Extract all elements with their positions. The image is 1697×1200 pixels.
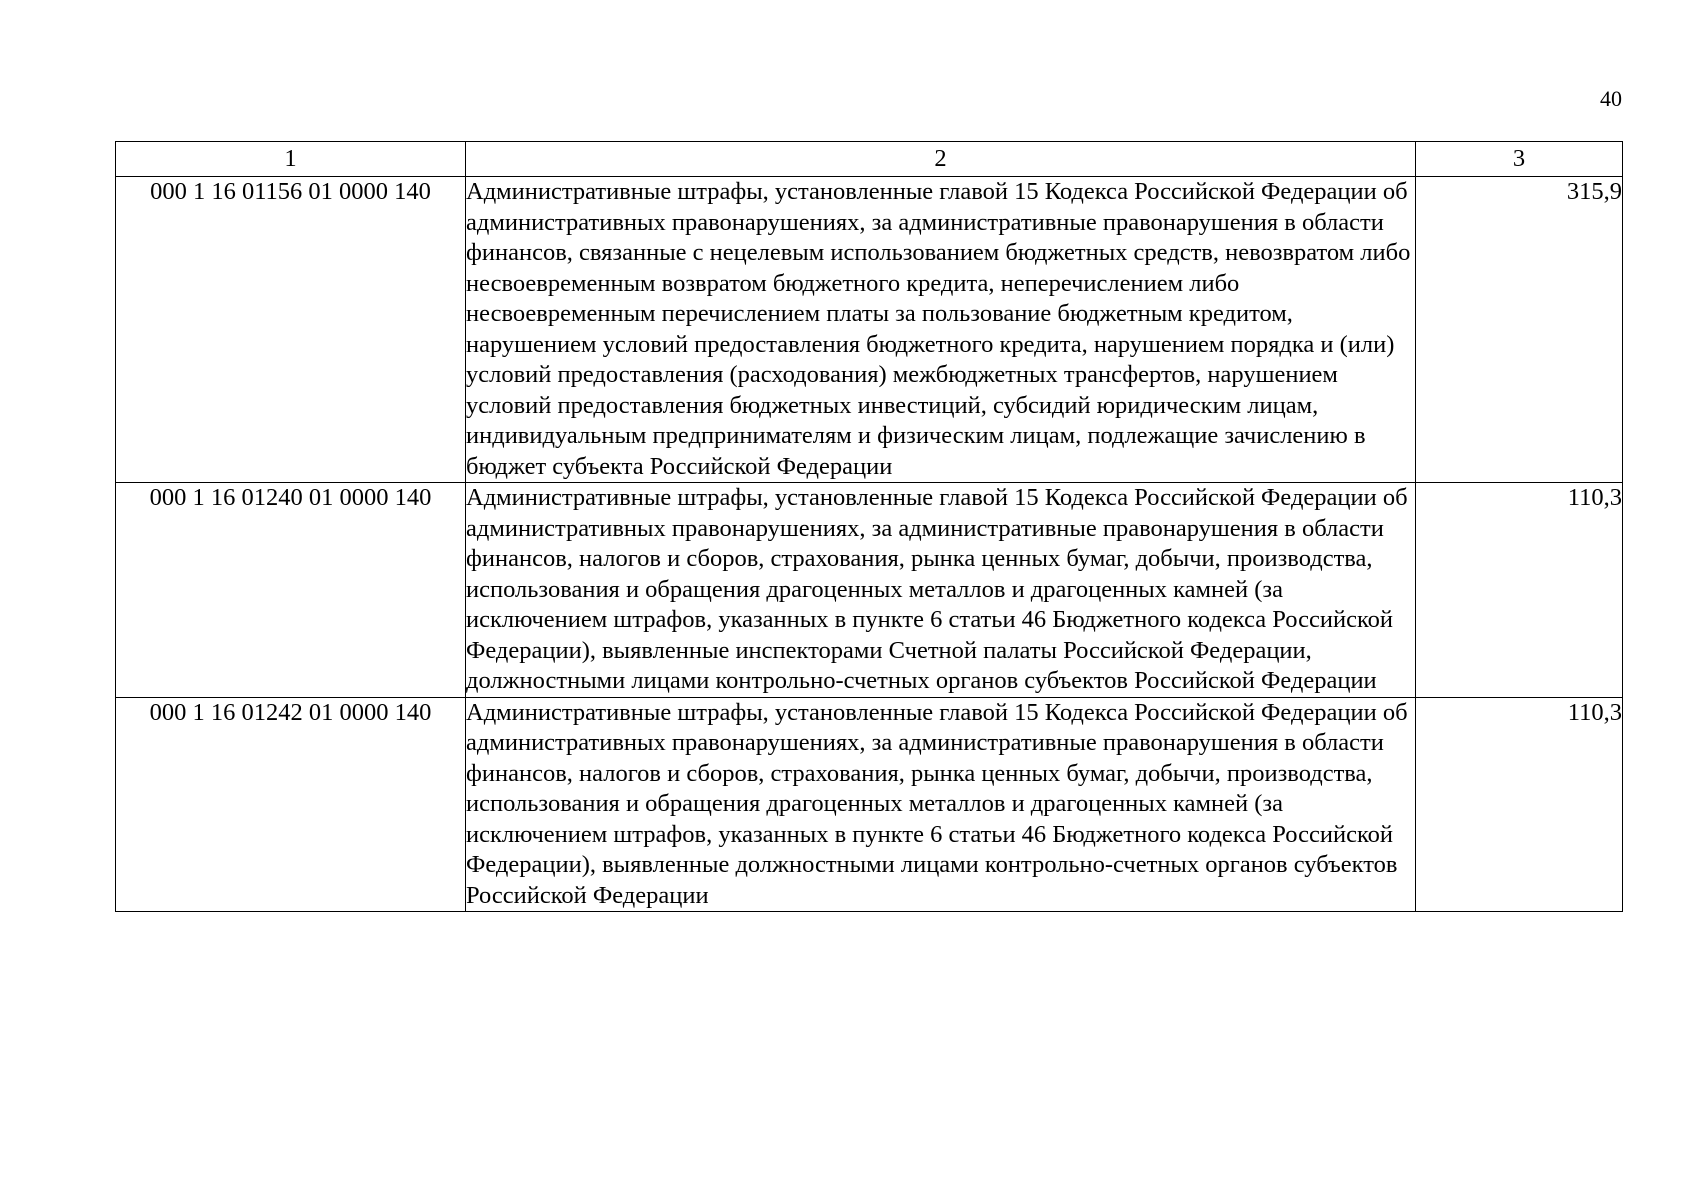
budget-code-cell: 000 1 16 01156 01 0000 140: [116, 177, 466, 483]
amount-cell: 110,3: [1416, 697, 1623, 912]
table-row: [116, 483, 1623, 698]
table-header: [116, 142, 1623, 177]
column-header-3: 3: [1416, 142, 1623, 177]
amount-cell: 110,3: [1416, 483, 1623, 698]
description-cell: Административные штрафы, установленные главой 15 Кодекса Российской Федерации об административных правонарушениях, за административные правонарушения в области финансов, связанные с нецелевым использованием бюджетных средств, невозвратом либо несвоевременным возвратом бюджетного кредита, неперечислением либо несвоевременным перечислением платы за пользование бюджетным кредитом, нарушением условий предоставления бюджетного кредита, нарушением порядка и (или) условий предоставления (расходования) межбюджетных трансфертов, нарушением условий предоставления бюджетных инвестиций, субсидий юридическим лицам, индивидуальным предпринимателям и физическим лицам, подлежащие зачислению в бюджет субъекта Российской Федерации: [466, 177, 1416, 483]
description-cell: Административные штрафы, установленные главой 15 Кодекса Российской Федерации об административных правонарушениях, за административные правонарушения в области финансов, налогов и сборов, страхования, рынка ценных бумаг, добычи, производства, использования и обращения драгоценных металлов и драгоценных камней (за исключением штрафов, указанных в пункте 6 статьи 46 Бюджетного кодекса Российской Федерации), выявленные инспекторами Счетной палаты Российской Федерации, должностными лицами контрольно-счетных органов субъектов Российской Федерации: [466, 483, 1416, 698]
budget-revenue-table: [115, 141, 1623, 912]
table-header-row: [116, 142, 1623, 177]
table-row: [116, 177, 1623, 483]
page-number: 40: [1600, 86, 1622, 111]
budget-code-cell: 000 1 16 01240 01 0000 140: [116, 483, 466, 698]
table-body: [116, 177, 1623, 912]
column-header-1: 1: [116, 142, 466, 177]
table-row: [116, 697, 1623, 912]
description-cell: Административные штрафы, установленные главой 15 Кодекса Российской Федерации об административных правонарушениях, за административные правонарушения в области финансов, налогов и сборов, страхования, рынка ценных бумаг, добычи, производства, использования и обращения драгоценных металлов и драгоценных камней (за исключением штрафов, указанных в пункте 6 статьи 46 Бюджетного кодекса Российской Федерации), выявленные должностными лицами контрольно-счетных органов субъектов Российской Федерации: [466, 697, 1416, 912]
amount-cell: 315,9: [1416, 177, 1623, 483]
column-header-2: 2: [466, 142, 1416, 177]
budget-code-cell: 000 1 16 01242 01 0000 140: [116, 697, 466, 912]
